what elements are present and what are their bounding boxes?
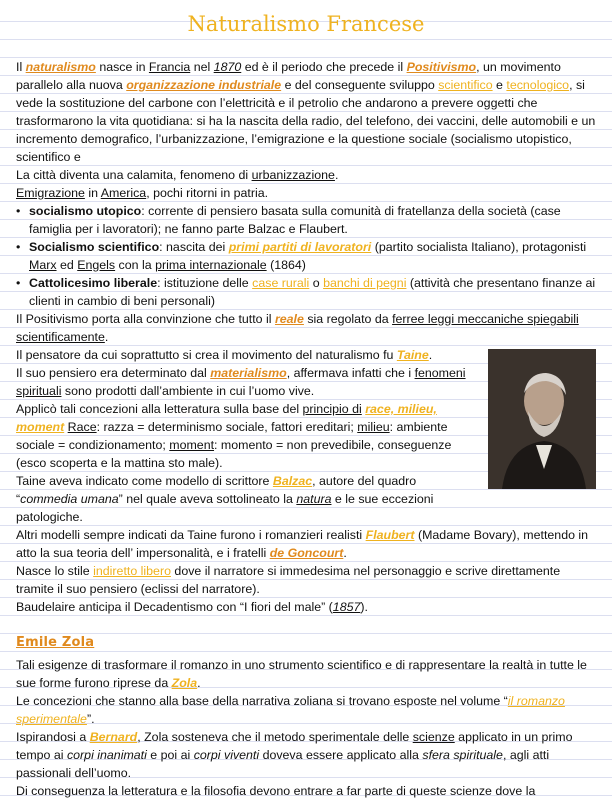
paragraph-city: La città diventa una calamita, fenomeno di urbanizzazione. <box>16 168 339 182</box>
taine-portrait-image <box>488 349 596 489</box>
paragraph-indiretto-libero: Nasce lo stile indiretto libero dove il narratore si immedesima nel personaggio e scrive direttamente tramite il suo pensiero (eclissi del narratore). <box>16 564 561 596</box>
paragraph-baudelaire: Baudelaire anticipa il Decadentismo con “I fiori del male” (1857). <box>16 600 368 614</box>
paragraph-balzac: Taine aveva indicato come modello di scrittore Balzac, autore del quadro “commedia umana” nel quale aveva sottolineato la natura e le sue eccezioni patologiche. <box>16 474 434 524</box>
list-item: • Socialismo scientifico: nascita dei primi partiti di lavoratori (partito socialista Italiano), protagonisti Marx ed Engels con la prima internazionale (1864) <box>16 238 596 274</box>
paragraph-zola-1: Tali esigenze di trasformare il romanzo in uno strumento scientifico e di rappresentare la realtà in tutte le sue forme furono riprese da Zola. <box>16 658 587 690</box>
paragraph-positivism: Il Positivismo porta alla convinzione che tutto il reale sia regolato da ferree leggi meccaniche spiegabili scientificamente. <box>16 312 579 344</box>
paragraph-race-milieu-moment: Applicò tali concezioni alla letteratura sulla base del principio di race, milieu, moment Race: razza = determinismo sociale, fattori ereditari; milieu: ambiente sociale = condizionamento; moment: momento = non prevedibile, conseguenze (esco scoperta e la mattina sto male). <box>16 402 452 470</box>
paragraph-taine: Il pensatore da cui soprattutto si crea il movimento del naturalismo fu Taine. <box>16 348 433 362</box>
bullet-list <box>16 202 596 310</box>
paragraph-intro: Il naturalismo nasce in Francia nel 1870 ed è il periodo che precede il Positivismo, un movimento parallelo alla nuova organizzazione industriale e del conseguente sviluppo scientifico e tecnologico, si vede la sostituzione del carbone con l’elettricità e il petrolio che andarono a prevere oggetti che trasformarono la vita quotidiana: si ha la nascita della radio, del telefono, dei vaccini, delle automobili e un incremento demografico, l’urbanizzazione, l’emigrazione e la questione sociale (socialismo utopistico, scientifico e <box>16 60 596 164</box>
section-heading-zola: Emile Zola <box>16 635 95 650</box>
page-title: Naturalismo Francese <box>187 12 425 36</box>
paragraph-zola-2: Le concezioni che stanno alla base della narrativa zoliana si trovano esposte nel volume “il romanzo sperimentale”. <box>16 694 565 726</box>
paragraph-emigration: Emigrazione in America, pochi ritorni in patria. <box>16 186 269 200</box>
paragraph-zola-3: Ispirandosi a Bernard, Zola sosteneva che il metodo sperimentale delle scienze applicato in un primo tempo ai corpi inanimati e poi ai corpi viventi doveva essere applicato alla sfera spirituale, agli atti passionali dell’uomo. <box>16 730 573 780</box>
list-item: • Cattolicesimo liberale: istituzione delle case rurali o banchi di pegni (attività che presentano finanze ai clienti in cambio di beni personali) <box>16 274 596 310</box>
document-body <box>16 58 596 800</box>
page <box>16 0 596 798</box>
list-item: • socialismo utopico: corrente di pensiero basata sulla comunità di fratellanza della società (case famiglia per i lavoratori); ne fanno parte Balzac e Flaubert. <box>16 202 596 238</box>
paragraph-zola-4: Di conseguenza la letteratura e la filosofia devono entrare a far parte di queste scienze dove la <box>16 784 536 798</box>
paragraph-materialism: Il suo pensiero era determinato dal materialismo, affermava infatti che i fenomeni spirituali sono prodotti dall’ambiente in cui l’uomo vive. <box>16 366 466 398</box>
paragraph-realists: Altri modelli sempre indicati da Taine furono i romanzieri realisti Flaubert (Madame Bovary), mettendo in atto la sua teoria dell’ impersonalità, e i fratelli de Goncourt. <box>16 528 589 560</box>
portrait-drawing <box>488 349 596 489</box>
